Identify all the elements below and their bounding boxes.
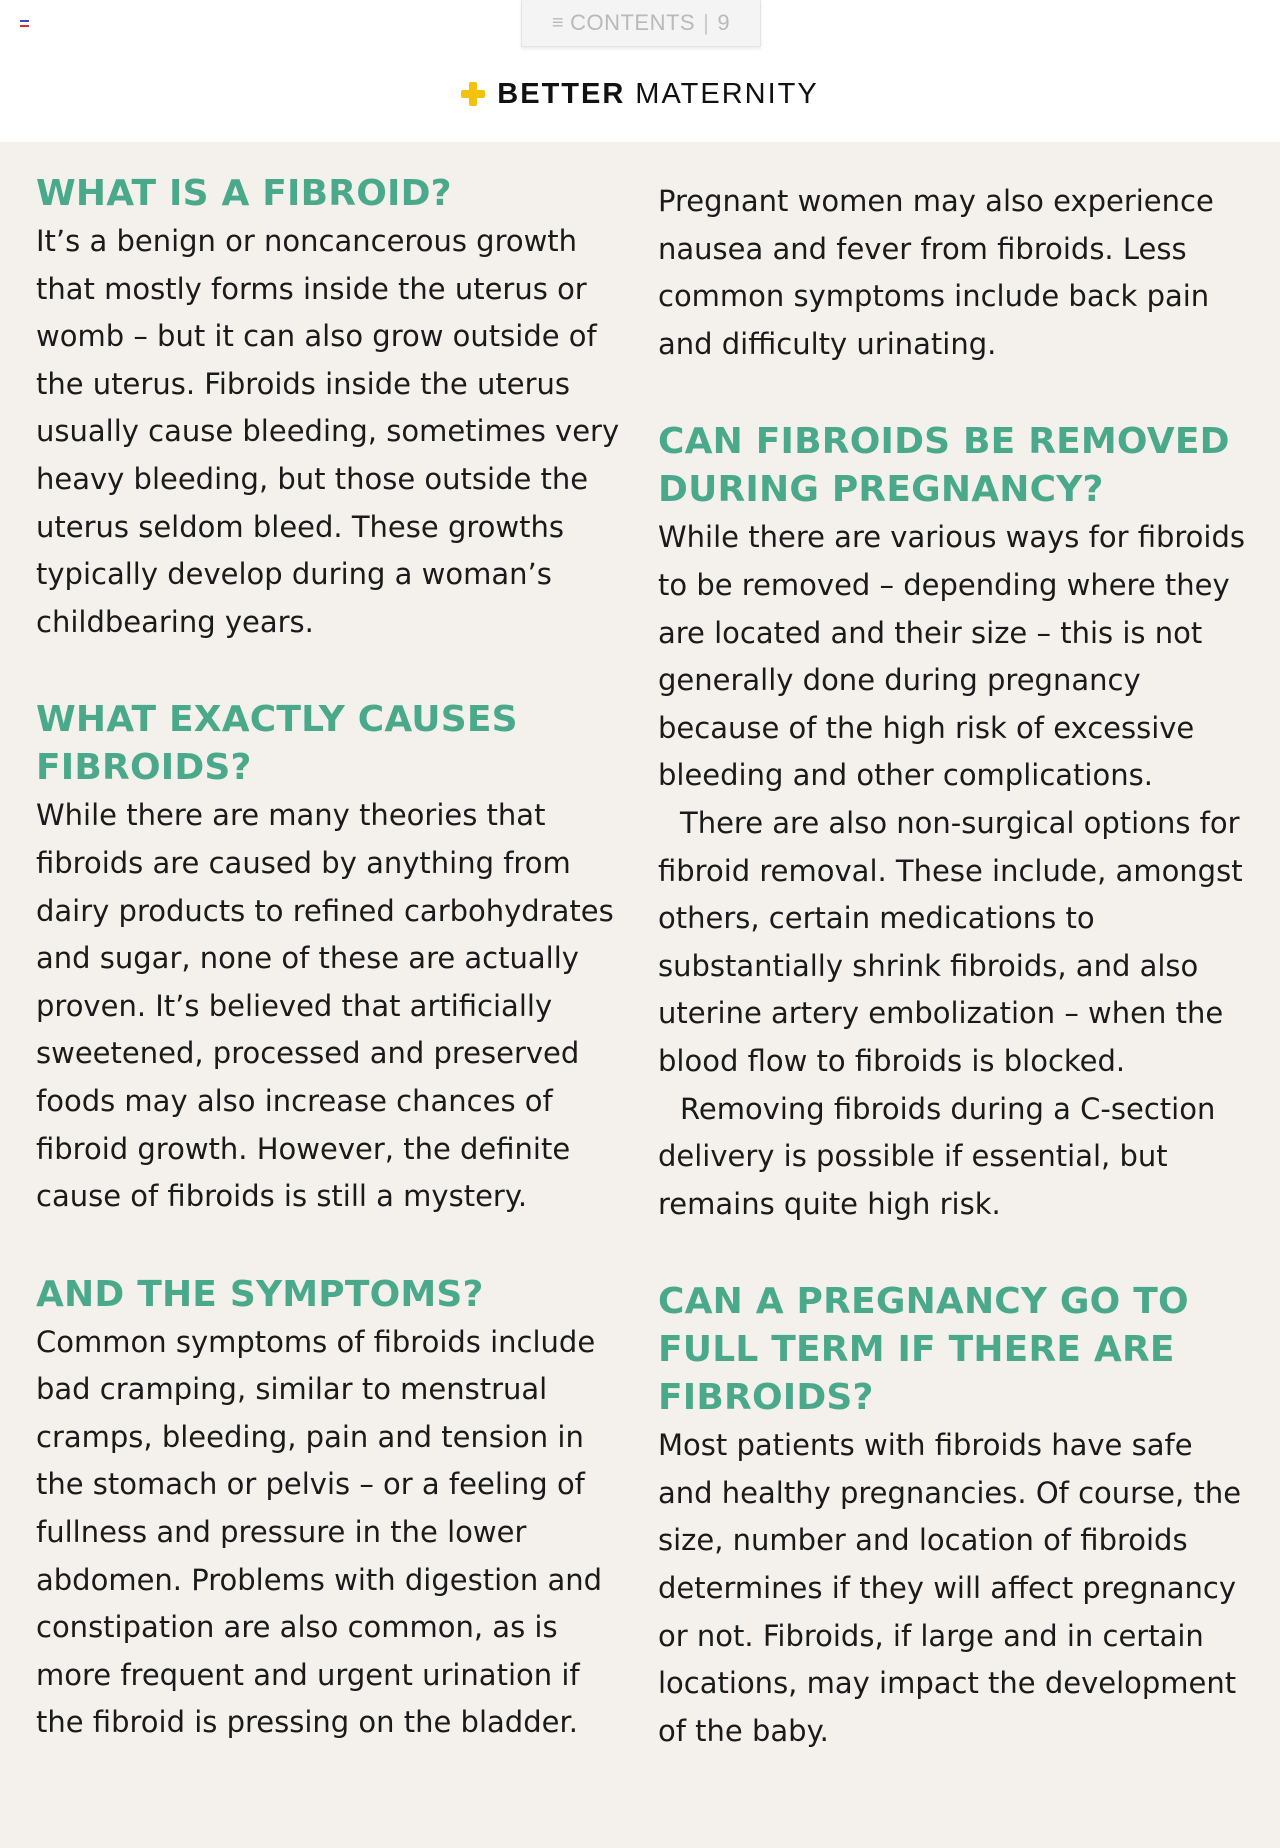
section-heading: CAN FIBROIDS BE REMOVED DURING PREGNANCY? [658, 421, 1230, 511]
section-full-term [658, 1278, 1248, 1755]
section-paragraph: Removing fibroids during a C-section delivery is possible if essential, but remains quite high risk. [658, 1091, 1216, 1221]
brand-logo [0, 78, 1280, 111]
section-heading: AND THE SYMPTOMS? [36, 1273, 484, 1315]
section-paragraph: Most patients with fibroids have safe and healthy pregnancies. Of course, the size, number and location of fibroids determines if they will affect pregnancy or not. Fibroids, if large and in certain locations, may impact the development of the baby. [658, 1428, 1242, 1748]
right-column [658, 170, 1248, 1805]
section-paragraph: While there are various ways for fibroids to be removed – depending where they are located and their size – this is not generally done during pregnancy because of the high risk of excessive bleeding and other complications. [658, 520, 1245, 793]
flag-icon[interactable] [20, 20, 29, 27]
section-paragraph: There are also non-surgical options for fibroid removal. These include, amongst others, certain medications to substantially shrink fibroids, and also uterine artery embolization – when the blood flow to fibroids is blocked. [658, 805, 1243, 1078]
contents-label: CONTENTS [570, 10, 696, 35]
section-what-is-a-fibroid [36, 170, 626, 646]
article-page [0, 142, 1280, 1848]
section-symptoms [36, 1271, 626, 1747]
section-heading: WHAT EXACTLY CAUSES FIBROIDS? [36, 699, 518, 789]
plus-icon [461, 82, 485, 106]
section-heading: WHAT IS A FIBROID? [36, 173, 452, 214]
section-paragraph: Pregnant women may also experience nausea and fever from fibroids. Less common symptoms include back pain and difficulty urinating. [658, 184, 1214, 361]
page-number: 9 [717, 10, 731, 35]
brand-light: MATERNITY [635, 78, 819, 110]
section-heading: CAN A PREGNANCY GO TO FULL TERM IF THERE ARE FIBROIDS? [658, 1281, 1189, 1419]
section-causes [36, 696, 626, 1220]
section-paragraph: While there are many theories that fibroids are caused by anything from dairy products to refined carbohydrates and sugar, none of these are actually proven. It’s believed that artificially sweetened, processed and preserved foods may also increase chances of fibroid growth. However, the definite cause of fibroids is still a mystery. [36, 798, 614, 1214]
separator: | [703, 10, 710, 35]
section-removal [658, 418, 1248, 1228]
left-column [36, 170, 626, 1797]
section-symptoms-continued [658, 170, 1248, 368]
menu-icon: ≡ [551, 11, 565, 34]
section-paragraph: It’s a benign or noncancerous growth that mostly forms inside the uterus or womb – but it can also grow outside of the uterus. Fibroids inside the uterus usually cause bleeding, sometimes very heavy bleeding, but those outside the uterus seldom bleed. These growths typically develop during a woman’s childbearing years. [36, 224, 620, 639]
top-bar [0, 0, 1280, 142]
section-paragraph: Common symptoms of fibroids include bad cramping, similar to menstrual cramps, bleeding, pain and tension in the stomach or pelvis – or a feeling of fullness and pressure in the lower abdomen. Problems with digestion and constipation are also common, as is more frequent and urgent urination if the fibroid is pressing on the bladder. [36, 1324, 603, 1740]
brand-bold: BETTER [497, 78, 626, 110]
contents-button[interactable] [521, 0, 761, 47]
